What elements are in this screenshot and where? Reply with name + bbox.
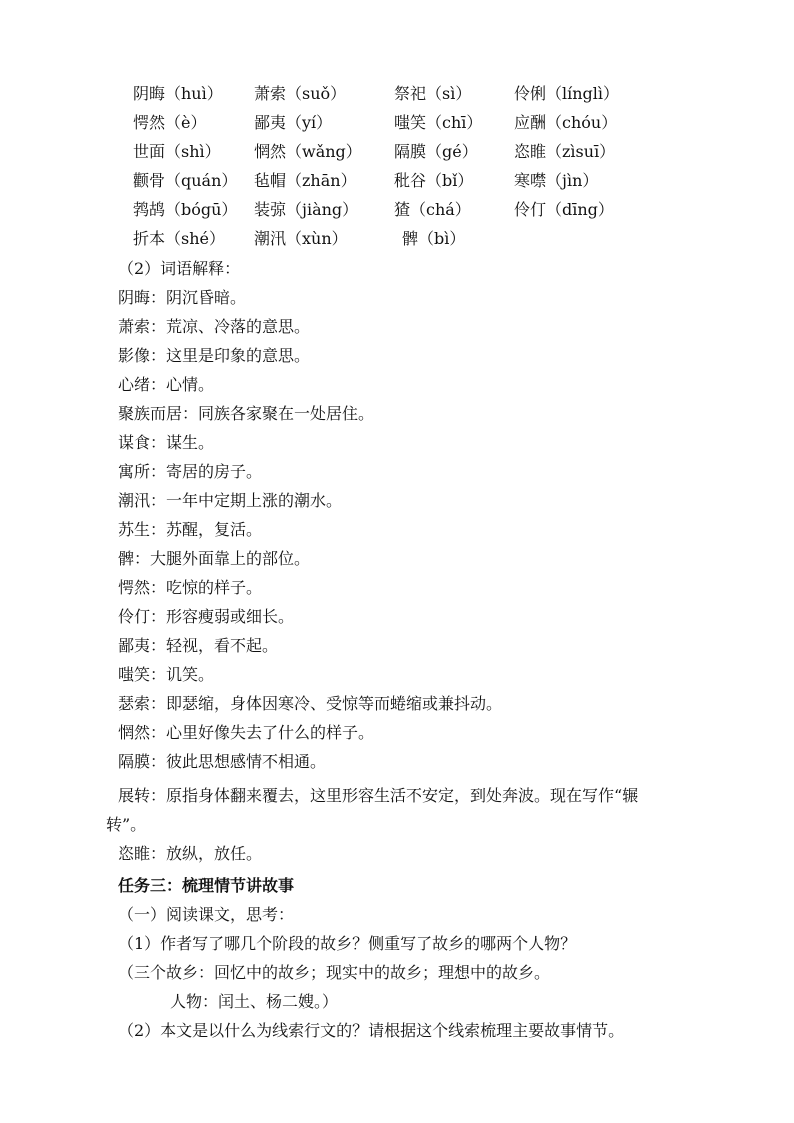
definition-item: 阴晦：阴沉昏暗。	[118, 288, 247, 307]
vocab-item: 寒噤（jìn）	[514, 171, 599, 190]
vocab-item: 猹（chá）	[394, 200, 471, 219]
vocab-item: 惘然（wǎng）	[254, 142, 362, 161]
definition-item: 愕然：吃惊的样子。	[118, 578, 263, 597]
task-line: （一）阅读课文，思考：	[118, 905, 295, 924]
vocab-item: 秕谷（bǐ）	[394, 171, 474, 190]
vocab-item: 恣睢（zìsuī）	[514, 142, 616, 161]
vocab-item: 阴晦（huì）	[133, 84, 223, 103]
definition-item: 谋食：谋生。	[118, 433, 215, 452]
vocab-item: 隔膜（gé）	[394, 142, 478, 161]
definition-item: 影像：这里是印象的意思。	[118, 346, 311, 365]
definition-item: 潮汛：一年中定期上涨的潮水。	[118, 491, 343, 510]
vocab-item: 折本（shé）	[133, 229, 225, 248]
definition-item: 伶仃：形容瘦弱或细长。	[118, 607, 295, 626]
vocab-item: 装弶（jiàng）	[254, 200, 359, 219]
vocab-item: 毡帽（zhān）	[254, 171, 357, 190]
definition-item: 嗤笑：讥笑。	[118, 665, 215, 684]
definition-item: 瑟索：即瑟缩，身体因寒冷、受惊等而蜷缩或兼抖动。	[118, 694, 503, 713]
vocab-item: 鄙夷（yí）	[254, 113, 333, 132]
vocab-item: 颧骨（quán）	[133, 171, 238, 190]
definition-item-continued: 转”。	[106, 815, 147, 834]
vocab-item: 愕然（è）	[133, 113, 207, 132]
task-answer: （三个故乡：回忆中的故乡；现实中的故乡；理想中的故乡。	[118, 963, 551, 982]
task-question: （1）作者写了哪几个阶段的故乡？侧重写了故乡的哪两个人物？	[118, 934, 577, 953]
vocab-item: 世面（shì）	[133, 142, 221, 161]
vocab-item: 萧索（suǒ）	[254, 84, 347, 103]
definition-item: 惘然：心里好像失去了什么的样子。	[118, 723, 375, 742]
vocab-item: 应酬（chóu）	[514, 113, 618, 132]
task-question: （2）本文是以什么为线索行文的？请根据这个线索梳理主要故事情节。	[118, 1021, 625, 1040]
vocab-item: 伶仃（dīng）	[514, 200, 614, 219]
vocab-item: 潮汛（xùn）	[254, 229, 348, 248]
definition-item: 萧索：荒凉、冷落的意思。	[118, 317, 311, 336]
definition-item: 心绪：心情。	[118, 375, 215, 394]
vocab-item: 伶俐（línglì）	[514, 84, 620, 103]
vocab-item: 祭祀（sì）	[394, 84, 472, 103]
definition-item: 鄙夷：轻视，看不起。	[118, 636, 279, 655]
vocab-item: 鹁鸪（bógū）	[133, 200, 238, 219]
task-answer: 人物：闰土、杨二嫂。）	[170, 992, 339, 1011]
definition-item: 苏生：苏醒，复活。	[118, 520, 263, 539]
definition-item: 隔膜：彼此思想感情不相通。	[118, 752, 327, 771]
definition-item: 髀：大腿外面靠上的部位。	[118, 549, 311, 568]
definition-item: 恣睢：放纵，放任。	[118, 844, 263, 863]
definition-item: 聚族而居：同族各家聚在一处居住。	[118, 404, 375, 423]
definition-item: 寓所：寄居的房子。	[118, 462, 263, 481]
task-heading: 任务三：梳理情节讲故事	[118, 876, 295, 895]
definition-item: 展转：原指身体翻来覆去，这里形容生活不安定，到处奔波。现在写作“辗	[118, 786, 639, 805]
section-heading: （2）词语解释：	[118, 259, 241, 278]
vocab-item: 髀（bì）	[402, 229, 466, 248]
vocab-item: 嗤笑（chī）	[394, 113, 483, 132]
